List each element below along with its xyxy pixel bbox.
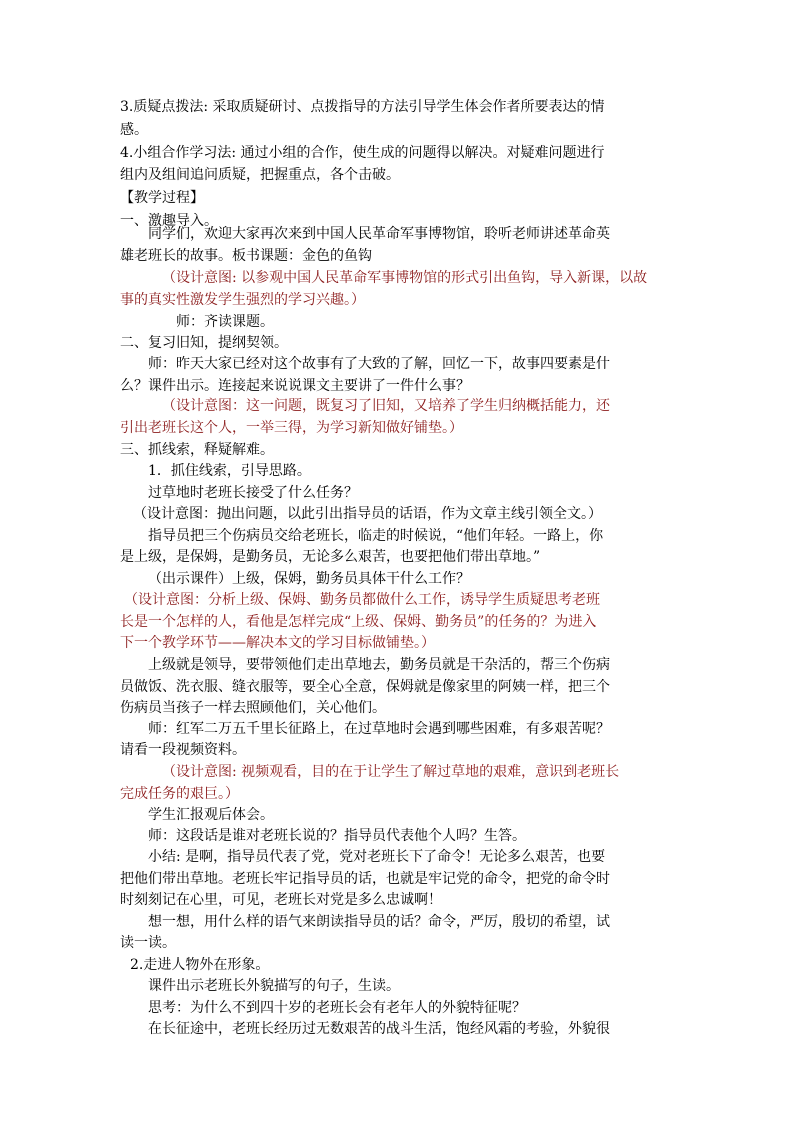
text-line: 学生汇报观后体会。 xyxy=(148,807,274,823)
design-intent-note: 完成任务的艰巨。） xyxy=(120,786,239,802)
design-intent-note: 长是一个怎样的人，看他是怎样完成“上级、保姆、勤务员”的任务的？为进入 xyxy=(120,614,597,630)
text-line: 在长征途中，老班长经历过无数艰苦的战斗生活，饱经风霜的考验，外貌很 xyxy=(148,1021,610,1037)
text-line: 读一读。 xyxy=(120,935,176,951)
design-intent-note: （设计意图: 视频观看，目的在于让学生了解过草地的艰难，意识到老班长 xyxy=(162,764,620,780)
text-line: 同学们，欢迎大家再次来到中国人民革命军事博物馆，聆听老师讲述革命英 xyxy=(148,226,610,242)
text-line: 过草地时老班长接受了什么任务？ xyxy=(148,485,358,501)
text-line: 1．抓住线索，引导思路。 xyxy=(148,463,311,479)
text-line: 把他们带出草地。老班长牢记指导员的话，也就是牢记党的命令，把党的命令时 xyxy=(120,871,610,887)
text-line: 请看一段视频资料。 xyxy=(120,742,246,758)
text-line: 思考：为什么不到四十岁的老班长会有老年人的外貌特征呢？ xyxy=(148,1000,526,1016)
text-line: 组内及组间追问质疑，把握重点，各个击破。 xyxy=(120,167,400,183)
section-heading: 二、复习旧知，提纲契领。 xyxy=(120,335,288,351)
design-intent-note: （设计意图：这一问题，既复习了旧知，又培养了学生归纳概括能力，还 xyxy=(162,398,610,414)
text-line: 师：齐读课题。 xyxy=(176,314,274,330)
design-intent-note: 引出老班长这个人，一举三得，为学习新知做好铺垫。） xyxy=(120,420,463,436)
text-line: 小结: 是啊，指导员代表了党，党对老班长下了命令！无论多么艰苦，也要 xyxy=(148,849,606,865)
text-line: 指导员把三个伤病员交给老班长，临走的时候说，“他们年轻。一路上，你 xyxy=(148,528,604,544)
text-line: 上级就是领导，要带领他们走出草地去，勤务员就是干杂活的，帮三个伤病 xyxy=(148,657,610,673)
design-intent-note: 下一个教学环节——解决本文的学习目标做铺垫。） xyxy=(120,635,435,651)
text-line: 3.质疑点拨法: 采取质疑研讨、点拨指导的方法引导学生体会作者所要表达的情 xyxy=(120,99,605,115)
section-heading: 三、抓线索，释疑解难。 xyxy=(120,442,274,458)
text-line: 师：这段话是谁对老班长说的？指导员代表他个人吗？生答。 xyxy=(148,828,526,844)
text-line: 时刻刻记在心里，可见，老班长对党是多么忠诚啊！ xyxy=(120,892,442,908)
text-line: 员做饭、洗衣服、缝衣服等，要全心全意，保姆就是像家里的阿姨一样，把三个 xyxy=(120,679,610,695)
text-line: 伤病员当孩子一样去照顾他们，关心他们。 xyxy=(120,700,386,716)
design-intent-note: （设计意图: 以参观中国人民革命军事博物馆的形式引出鱼钩，导入新课，以故 xyxy=(162,270,648,286)
text-line: （出示课件）上级，保姆，勤务员具体干什么工作？ xyxy=(148,571,470,587)
section-heading: 【教学过程】 xyxy=(120,190,204,206)
section-heading: 一、激趣导入。 xyxy=(120,213,218,229)
text-line: （设计意图：抛出问题，以此引出指导员的话语，作为文章主线引领全文。） xyxy=(133,506,602,522)
text-line: 师：红军二万五千里长征路上，在过草地时会遇到哪些困难，有多艰苦呢？ xyxy=(148,721,610,737)
text-line: 是上级，是保姆，是勤务员，无论多么艰苦，也要把他们带出草地。” xyxy=(120,549,541,565)
section-heading: 2.走进人物外在形象。 xyxy=(130,957,270,973)
design-intent-note: 事的真实性激发学生强烈的学习兴趣。） xyxy=(120,292,365,308)
text-line: 雄老班长的故事。板书课题：金色的鱼钩 xyxy=(120,248,372,264)
text-line: 课件出示老班长外貌描写的句子，生读。 xyxy=(148,978,400,994)
text-line: 感。 xyxy=(120,122,148,138)
text-line: 想一想，用什么样的语气来朗读指导员的话？命令，严厉，殷切的希望，试 xyxy=(148,914,610,930)
text-line: 么？课件出示。连接起来说说课文主要讲了一件什么事？ xyxy=(120,378,470,394)
text-line: 师：昨天大家已经对这个故事有了大致的了解，回忆一下，故事四要素是什 xyxy=(148,356,610,372)
text-line: 4.小组合作学习法: 通过小组的合作，使生成的问题得以解决。对疑难问题进行 xyxy=(120,145,605,161)
design-intent-note: （设计意图：分析上级、保姆、勤务员都做什么工作，诱导学生质疑思考老班 xyxy=(124,592,600,608)
